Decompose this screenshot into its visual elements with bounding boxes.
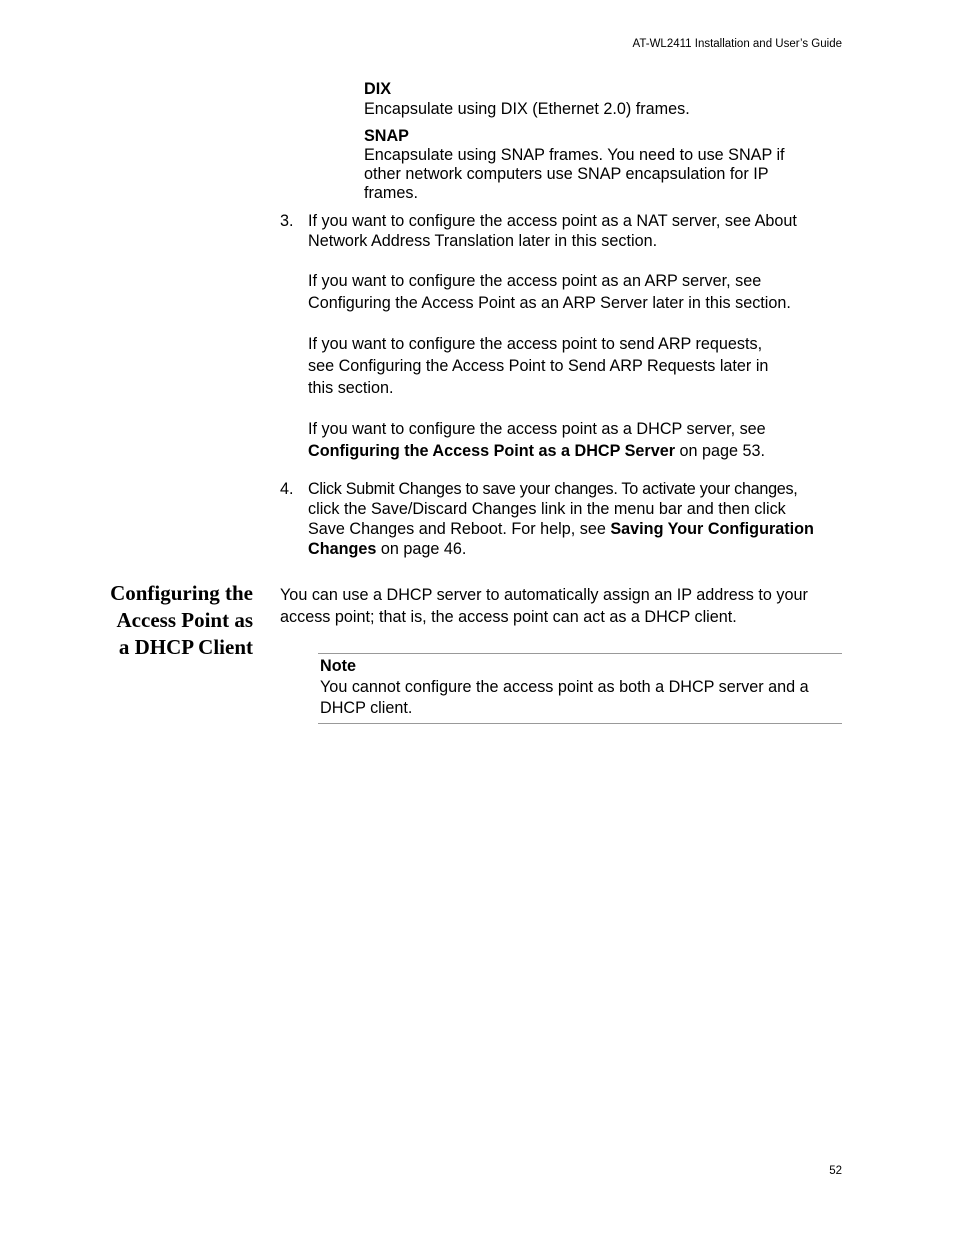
step-text — [308, 211, 844, 462]
paragraph — [308, 418, 844, 462]
text-fragment: on page 53. — [675, 442, 766, 460]
note-box — [318, 653, 842, 724]
text-line: Configuring the Access Point as an ARP Server later in this section. — [308, 294, 791, 312]
paragraph — [308, 270, 844, 314]
heading-line: a DHCP Client — [118, 635, 253, 659]
paragraph — [308, 333, 844, 399]
text-line: access point; that is, the access point can act as a DHCP client. — [280, 608, 737, 626]
note-line: You cannot configure the access point as both a DHCP server and a — [320, 678, 809, 696]
definition-desc-line: other network computers use SNAP encapsulation for IP — [364, 165, 769, 183]
heading-line: Access Point as — [116, 608, 253, 632]
text-line — [308, 519, 848, 539]
cross-reference[interactable]: Changes — [308, 540, 377, 558]
text-line — [308, 440, 844, 462]
definition-desc-line: frames. — [364, 184, 418, 202]
cross-reference[interactable]: Saving Your Configuration — [610, 520, 814, 538]
section-body — [280, 584, 808, 628]
text-line: You can use a DHCP server to automatically assign an IP address to your — [280, 586, 808, 604]
running-header: AT-WL2411 Installation and User’s Guide — [632, 38, 842, 50]
text-line: Click Submit Changes to save your changes. To activate your changes, — [308, 480, 798, 498]
text-line: see Configuring the Access Point to Send ARP Requests later in — [308, 357, 769, 375]
text-line: this section. — [308, 379, 394, 397]
text-line: If you want to configure the access point as an ARP server, see — [308, 272, 762, 290]
definition-term: DIX — [364, 80, 391, 98]
text-line: If you want to configure the access point as a DHCP server, see — [308, 420, 766, 438]
text-fragment: on page 46. — [376, 540, 467, 558]
note-line: DHCP client. — [320, 699, 413, 717]
heading-line: Configuring the — [110, 581, 253, 605]
text-line: click the Save/Discard Changes link in the menu bar and then click — [308, 500, 786, 518]
paragraph — [308, 211, 844, 251]
definition-desc-line: Encapsulate using SNAP frames. You need to use SNAP if — [364, 146, 785, 164]
text-line — [308, 539, 848, 559]
definition-desc: Encapsulate using DIX (Ethernet 2.0) frames. — [364, 100, 690, 118]
note-label: Note — [320, 657, 356, 675]
text-fragment: Save Changes and Reboot. For help, see — [308, 520, 611, 538]
definition-snap — [364, 126, 785, 203]
text-line: If you want to configure the access point as a NAT server, see About — [308, 212, 797, 230]
step-number: 4. — [280, 480, 294, 498]
cross-reference[interactable]: Configuring the Access Point as a DHCP Server — [308, 442, 676, 460]
page-number: 52 — [829, 1165, 842, 1177]
step-number: 3. — [280, 212, 294, 230]
definition-term: SNAP — [364, 127, 409, 145]
text-line: If you want to configure the access point to send ARP requests, — [308, 335, 763, 353]
text-line: Network Address Translation later in this section. — [308, 232, 658, 250]
step-text — [308, 479, 848, 559]
section-heading — [60, 580, 253, 661]
definition-dix — [364, 79, 690, 119]
